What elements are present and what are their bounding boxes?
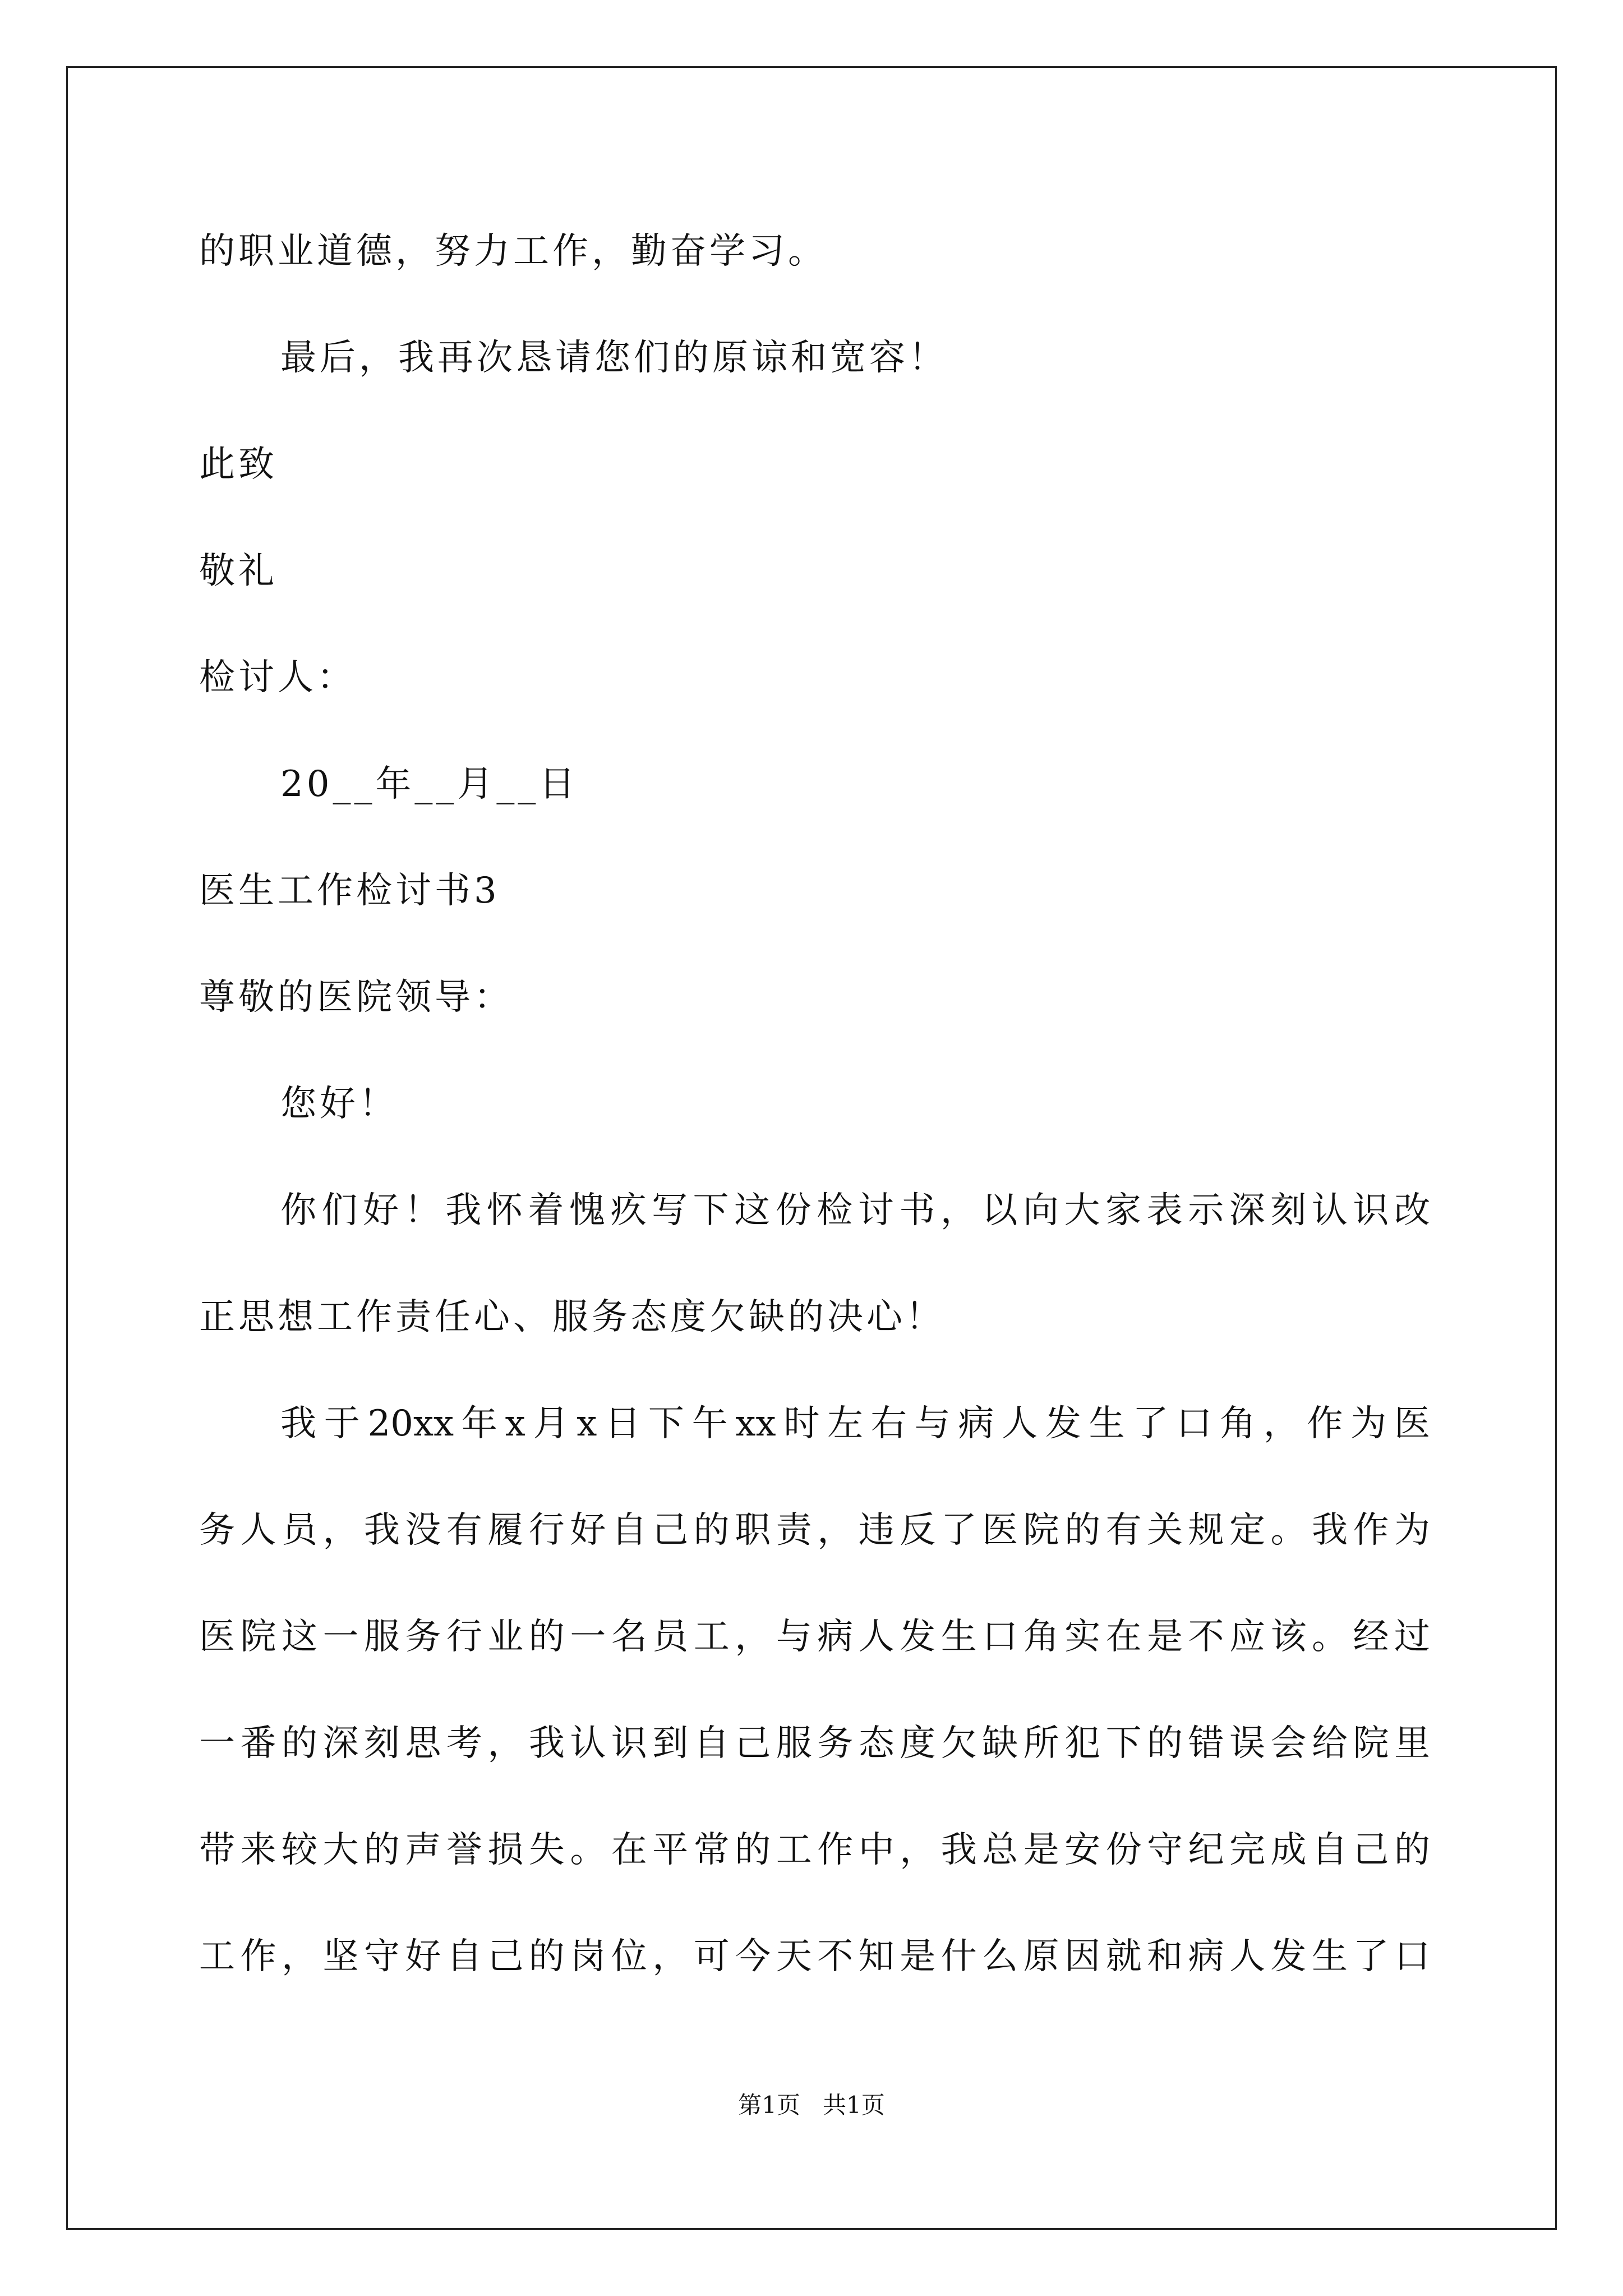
text-line: 带来较大的声誉损失。在平常的工作中，我总是安份守纪完成自己的 (199, 1829, 1430, 1871)
text-line: 医院这一服务行业的一名员工，与病人发生口角实在是不应该。经过 (199, 1616, 1430, 1658)
text-line: 我于20xx年x月x日下午xx时左右与病人发生了口角，作为医 (280, 1403, 1430, 1444)
text-line: 的职业道德，努力工作，勤奋学习。 (199, 231, 827, 272)
greeting: 您好！ (280, 1083, 398, 1125)
text-line: 务人员，我没有履行好自己的职责，违反了医院的有关规定。我作为 (199, 1510, 1430, 1551)
section-title: 医生工作检讨书3 (199, 870, 500, 912)
salutation: 尊敬的医院领导： (199, 977, 513, 1018)
text-line: 最后，我再次恳请您们的原谅和宽容！ (280, 337, 948, 379)
text-line: 一番的深刻思考，我认识到自己服务态度欠缺所犯下的错误会给院里 (199, 1723, 1430, 1764)
text-line: 检讨人： (199, 657, 356, 698)
text-line: 你们好！我怀着愧疚写下这份检讨书，以向大家表示深刻认识改 (280, 1190, 1430, 1231)
text-line: 此致 (199, 444, 278, 485)
page-border (66, 66, 1557, 2230)
date-line: 20__年__月__日 (280, 763, 579, 805)
text-line: 敬礼 (199, 550, 278, 592)
text-line: 工作，坚守好自己的岗位，可今天不知是什么原因就和病人发生了口 (199, 1936, 1430, 1977)
page-footer: 第1页 共1页 (738, 2091, 885, 2119)
text-line: 正思想工作责任心、服务态度欠缺的决心！ (199, 1296, 945, 1338)
